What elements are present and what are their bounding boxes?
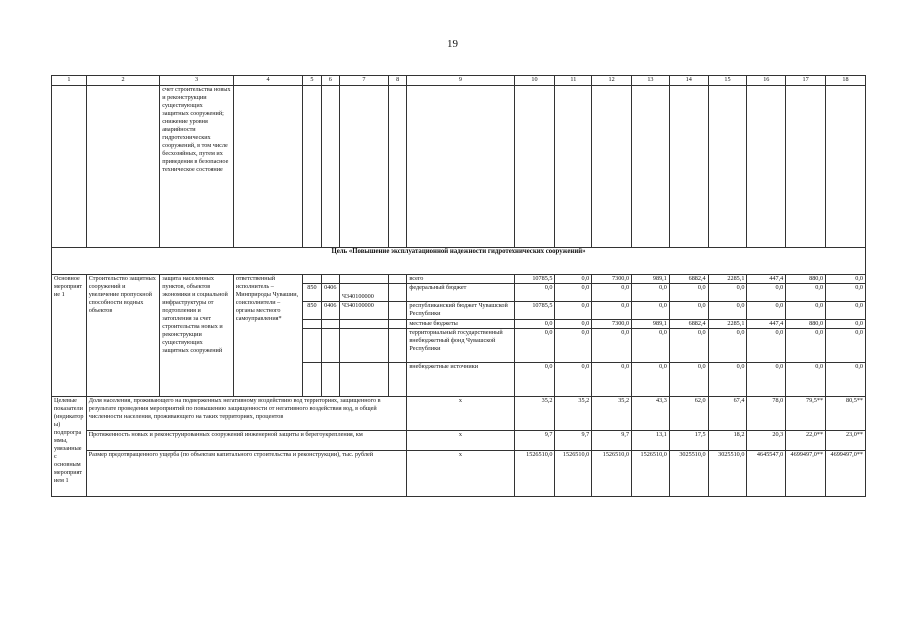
measure-responsible: ответственный исполнитель – Минприроды Чувашии, соисполнители – органы местного самоуправления* <box>233 275 302 397</box>
funding-value: 0,0 <box>555 363 592 397</box>
funding-value: 7300,0 <box>592 275 632 284</box>
funding-value: 7300,0 <box>592 320 632 329</box>
funding-source: федеральный бюджет <box>407 284 514 302</box>
column-number: 18 <box>826 76 866 86</box>
grbs-code: 850 <box>303 302 321 320</box>
funding-value: 0,0 <box>592 329 632 363</box>
funding-value: 447,4 <box>747 275 786 284</box>
funding-value: 0,0 <box>747 302 786 320</box>
funding-row <box>52 275 866 284</box>
continuation-text: счет строительства новых и реконструкции существующих защитных сооружений; снижение уровня аварийности гидротехнических сооружений, в том числе бесхозяйных, путем их приведения в безопасное техническое состояние <box>160 86 234 248</box>
csr-code: Ч340100000 <box>339 284 388 302</box>
column-number: 17 <box>786 76 826 86</box>
indicator-value: 22,0** <box>786 431 826 451</box>
indicator-value: 18,2 <box>708 431 747 451</box>
funding-value: 0,0 <box>826 275 866 284</box>
column-number: 12 <box>592 76 632 86</box>
indicator-value: 4699497,0** <box>826 451 866 497</box>
indicator-value: 3025510,0 <box>669 451 708 497</box>
indicator-row <box>52 451 866 497</box>
funding-value: 0,0 <box>555 275 592 284</box>
funding-value: 880,0 <box>786 275 826 284</box>
funding-value: 0,0 <box>747 329 786 363</box>
funding-value: 0,0 <box>632 329 670 363</box>
funding-value: 0,0 <box>786 302 826 320</box>
program-table <box>51 75 866 497</box>
indicator-value: 1526510,0 <box>632 451 670 497</box>
funding-value: 0,0 <box>555 302 592 320</box>
indicator-value: 35,2 <box>592 397 632 431</box>
funding-value: 0,0 <box>786 329 826 363</box>
measure-task: защита населенных пунктов, объектов экономики и социальной инфраструктуры от подтопления и затопления за счет строительства новых и реконструкции существующих защитных сооружений <box>160 275 234 397</box>
indicator-value: 35,2 <box>555 397 592 431</box>
funding-value: 0,0 <box>708 302 747 320</box>
funding-value: 0,0 <box>826 302 866 320</box>
funding-value: 0,0 <box>592 302 632 320</box>
funding-value: 6882,4 <box>669 320 708 329</box>
funding-value: 0,0 <box>747 363 786 397</box>
funding-value: 0,0 <box>708 329 747 363</box>
column-number: 16 <box>747 76 786 86</box>
funding-source: всего <box>407 275 514 284</box>
indicator-mark: x <box>407 431 514 451</box>
indicator-value: 80,5** <box>826 397 866 431</box>
funding-value: 0,0 <box>669 302 708 320</box>
indicator-mark: x <box>407 397 514 431</box>
funding-source: территориальный государственный внебюджетный фонд Чувашской Республики <box>407 329 514 363</box>
section-code: 0406 <box>321 302 339 320</box>
measure-name: Основное мероприятие 1 <box>52 275 87 397</box>
goal-title-row <box>52 248 866 275</box>
column-number: 8 <box>388 76 406 86</box>
indicator-value: 9,7 <box>514 431 555 451</box>
funding-value: 0,0 <box>514 320 555 329</box>
funding-source: местные бюджеты <box>407 320 514 329</box>
indicator-text: Размер предотвращенного ущерба (по объектам капитального строительства и реконструкции), тыс. рублей <box>86 451 407 497</box>
funding-value: 880,0 <box>786 320 826 329</box>
indicator-value: 23,0** <box>826 431 866 451</box>
funding-value: 10785,5 <box>514 302 555 320</box>
funding-source: внебюджетные источники <box>407 363 514 397</box>
funding-value: 0,0 <box>592 284 632 302</box>
funding-value: 0,0 <box>632 363 670 397</box>
column-number: 2 <box>86 76 160 86</box>
indicator-value: 17,5 <box>669 431 708 451</box>
funding-source: республиканский бюджет Чувашской Республики <box>407 302 514 320</box>
indicator-value: 9,7 <box>592 431 632 451</box>
section-code: 0406 <box>321 284 339 302</box>
indicator-value: 79,5** <box>786 397 826 431</box>
column-number: 5 <box>303 76 321 86</box>
funding-value: 0,0 <box>632 284 670 302</box>
column-number: 11 <box>555 76 592 86</box>
funding-value: 0,0 <box>592 363 632 397</box>
column-number: 4 <box>233 76 302 86</box>
indicator-value: 67,4 <box>708 397 747 431</box>
column-number: 14 <box>669 76 708 86</box>
indicator-mark: x <box>407 451 514 497</box>
indicator-text: Протяженность новых и реконструированных сооружений инженерной защиты и берегоукрепления, км <box>86 431 407 451</box>
funding-value: 0,0 <box>826 284 866 302</box>
grbs-code: 850 <box>303 284 321 302</box>
funding-value: 0,0 <box>514 329 555 363</box>
indicators-label: Целевые показатели (индикаторы) подпрограммы, увязанные с основным мероприятием 1 <box>52 397 87 497</box>
funding-value: 0,0 <box>669 329 708 363</box>
column-number: 15 <box>708 76 747 86</box>
column-number: 10 <box>514 76 555 86</box>
indicator-value: 4645547,0 <box>747 451 786 497</box>
funding-value: 0,0 <box>708 363 747 397</box>
funding-value: 989,1 <box>632 275 670 284</box>
column-number: 1 <box>52 76 87 86</box>
indicator-row <box>52 431 866 451</box>
indicator-value: 35,2 <box>514 397 555 431</box>
indicator-value: 9,7 <box>555 431 592 451</box>
column-number: 7 <box>339 76 388 86</box>
funding-value: 447,4 <box>747 320 786 329</box>
column-number: 3 <box>160 76 234 86</box>
funding-value: 0,0 <box>826 329 866 363</box>
indicator-value: 4699497,0** <box>786 451 826 497</box>
indicator-value: 13,1 <box>632 431 670 451</box>
funding-value: 0,0 <box>669 363 708 397</box>
indicator-value: 1526510,0 <box>555 451 592 497</box>
column-number: 9 <box>407 76 514 86</box>
page-number: 19 <box>447 38 458 50</box>
indicator-value: 3025510,0 <box>708 451 747 497</box>
goal-title: Цель «Повышение эксплуатационной надежности гидротехнических сооружений» <box>52 248 866 275</box>
funding-value: 0,0 <box>632 302 670 320</box>
indicator-text: Доля населения, проживающего на подверженных негативному воздействию вод территориях, защищенного в результате проведения мероприятий по повышению защищенности от негативного воздействия вод, в общей численности населения, проживающего на таких территориях, процентов <box>86 397 407 431</box>
funding-value: 0,0 <box>555 329 592 363</box>
funding-value: 0,0 <box>826 363 866 397</box>
column-number: 13 <box>632 76 670 86</box>
funding-value: 0,0 <box>747 284 786 302</box>
funding-value: 0,0 <box>555 320 592 329</box>
indicator-value: 20,3 <box>747 431 786 451</box>
funding-value: 0,0 <box>669 284 708 302</box>
funding-value: 10785,5 <box>514 275 555 284</box>
indicator-row <box>52 397 866 431</box>
measure-title: Строительство защитных сооружений и увеличение пропускной способности водных объектов <box>86 275 160 397</box>
column-number: 6 <box>321 76 339 86</box>
column-number-row <box>52 76 866 86</box>
funding-value: 0,0 <box>708 284 747 302</box>
funding-value: 989,1 <box>632 320 670 329</box>
indicator-value: 1526510,0 <box>592 451 632 497</box>
funding-value: 0,0 <box>786 284 826 302</box>
funding-value: 0,0 <box>514 363 555 397</box>
funding-value: 2285,1 <box>708 320 747 329</box>
indicator-value: 78,0 <box>747 397 786 431</box>
continuation-row <box>52 86 866 248</box>
csr-code: Ч340100000 <box>339 302 388 320</box>
indicator-value: 1526510,0 <box>514 451 555 497</box>
funding-value: 0,0 <box>514 284 555 302</box>
funding-value: 0,0 <box>555 284 592 302</box>
funding-value: 0,0 <box>826 320 866 329</box>
funding-value: 2285,1 <box>708 275 747 284</box>
funding-value: 0,0 <box>786 363 826 397</box>
indicator-value: 62,0 <box>669 397 708 431</box>
indicator-value: 43,3 <box>632 397 670 431</box>
funding-value: 6882,4 <box>669 275 708 284</box>
